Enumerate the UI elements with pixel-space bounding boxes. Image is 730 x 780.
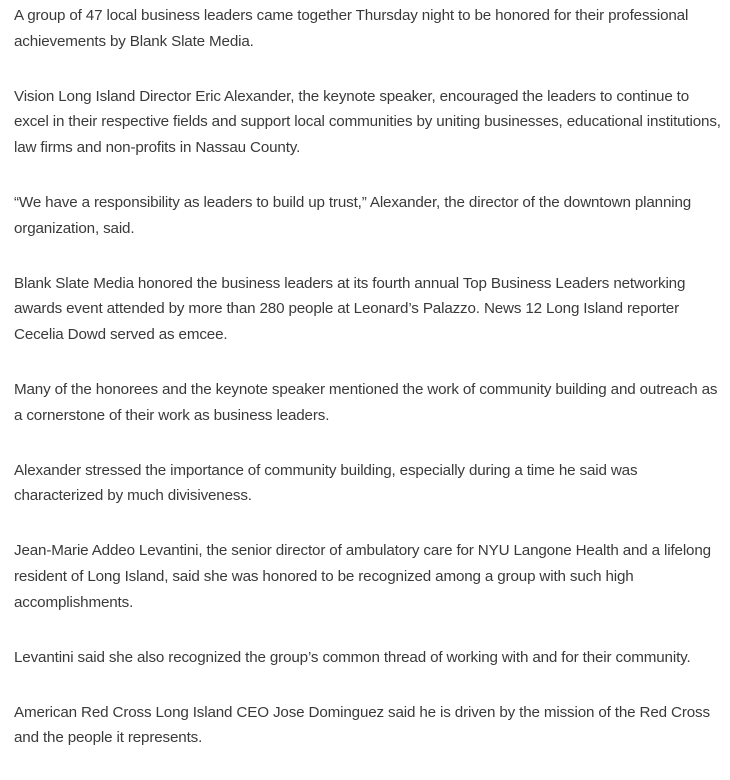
paragraph-2: Vision Long Island Director Eric Alexander, the keynote speaker, encouraged the leaders to continue to excel in their respective fields and support local communities by uniting businesses, educational institutions, law firms and non-profits in Nassau County. (14, 87, 721, 156)
paragraph-1: A group of 47 local business leaders came together Thursday night to be honored for their professional achievements by Blank Slate Media. (14, 7, 689, 50)
article-body (14, 3, 726, 780)
paragraph-8: Levantini said she also recognized the group’s common thread of working with and for their community. (14, 648, 691, 666)
paragraph-3: “We have a responsibility as leaders to build up trust,” Alexander, the director of the downtown planning organization, said. (14, 193, 692, 237)
paragraph-7: Jean-Marie Addeo Levantini, the senior director of ambulatory care for NYU Langone Health and a lifelong resident of Long Island, said she was honored to be recognized among a group with such high accomplishments. (14, 542, 711, 611)
paragraph-4: Blank Slate Media honored the business leaders at its fourth annual Top Business Leaders networking awards event attended by more than 280 people at Leonard’s Palazzo. News 12 Long Island reporter Cecelia Dowd served as emcee. (14, 274, 686, 343)
paragraph-9: American Red Cross Long Island CEO Jose Dominguez said he is driven by the mission of the Red Cross and the people it represents. (14, 703, 710, 747)
paragraph-6: Alexander stressed the importance of community building, especially during a time he said was characterized by much divisiveness. (14, 461, 638, 505)
paragraph-5: Many of the honorees and the keynote speaker mentioned the work of community building and outreach as a cornerstone of their work as business leaders. (14, 380, 718, 424)
